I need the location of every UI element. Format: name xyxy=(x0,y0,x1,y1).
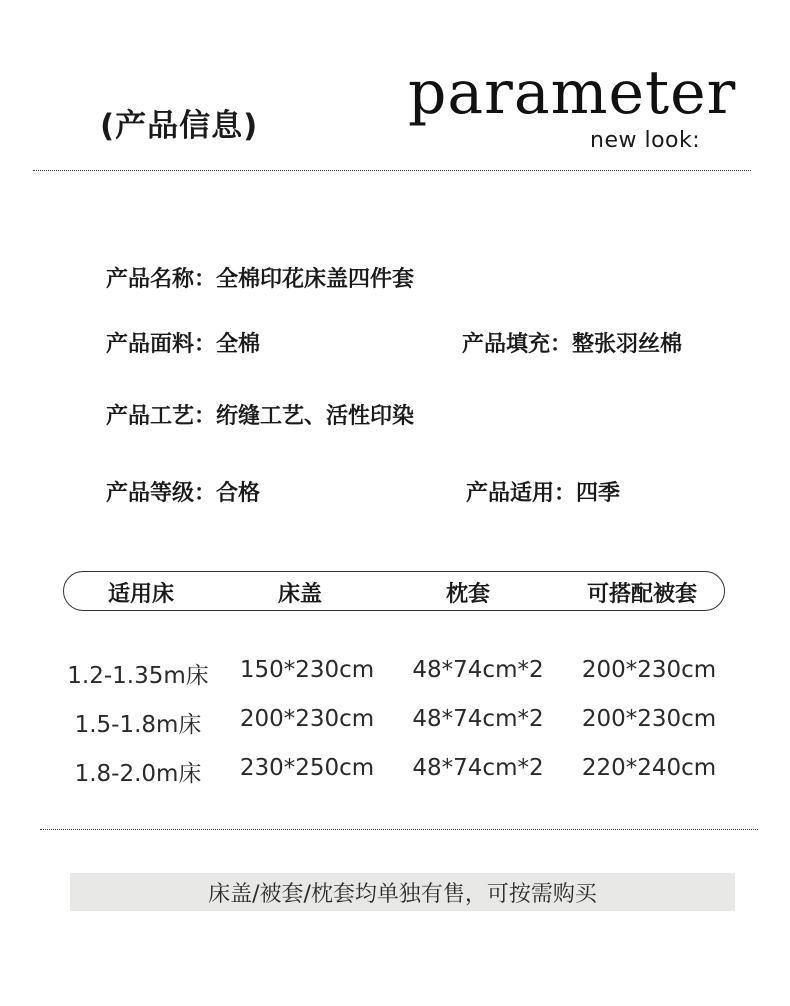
info-craft: 产品工艺：绗缝工艺、活性印染 xyxy=(106,404,415,429)
table-header-quilt-cover: 可搭配被套 xyxy=(586,582,697,607)
table-cell: 48*74cm*2 xyxy=(412,706,544,732)
table-cell: 1.8-2.0m床 xyxy=(74,761,202,787)
table-divider xyxy=(40,829,758,830)
table-cell: 200*230cm xyxy=(239,706,375,732)
table-cell: 200*230cm xyxy=(581,706,717,732)
info-filling: 产品填充：整张羽丝棉 xyxy=(462,332,683,357)
table-cell: 230*250cm xyxy=(239,755,375,781)
table-cell: 150*230cm xyxy=(239,657,375,683)
table-cell: 1.5-1.8m床 xyxy=(74,712,202,738)
table-cell: 48*74cm*2 xyxy=(412,755,544,781)
table-cell: 220*240cm xyxy=(581,755,717,781)
info-name: 产品名称：全棉印花床盖四件套 xyxy=(106,267,415,292)
header-divider xyxy=(33,170,751,171)
table-header-bed: 适用床 xyxy=(107,582,174,607)
info-fabric: 产品面料：全棉 xyxy=(106,332,261,357)
brand-heading: parameter xyxy=(408,58,737,128)
table-header-pillowcase: 枕套 xyxy=(445,582,490,607)
footer-note: 床盖/被套/枕套均单独有售，可按需购买 xyxy=(208,882,597,907)
page-title: (产品信息) xyxy=(100,108,259,144)
info-grade: 产品等级：合格 xyxy=(106,481,261,506)
info-season: 产品适用：四季 xyxy=(466,481,621,506)
table-cell: 48*74cm*2 xyxy=(412,657,544,683)
table-header-bedspread: 床盖 xyxy=(277,582,322,607)
subheading: new look: xyxy=(590,128,701,153)
table-cell: 1.2-1.35m床 xyxy=(67,663,209,689)
table-cell: 200*230cm xyxy=(581,657,717,683)
